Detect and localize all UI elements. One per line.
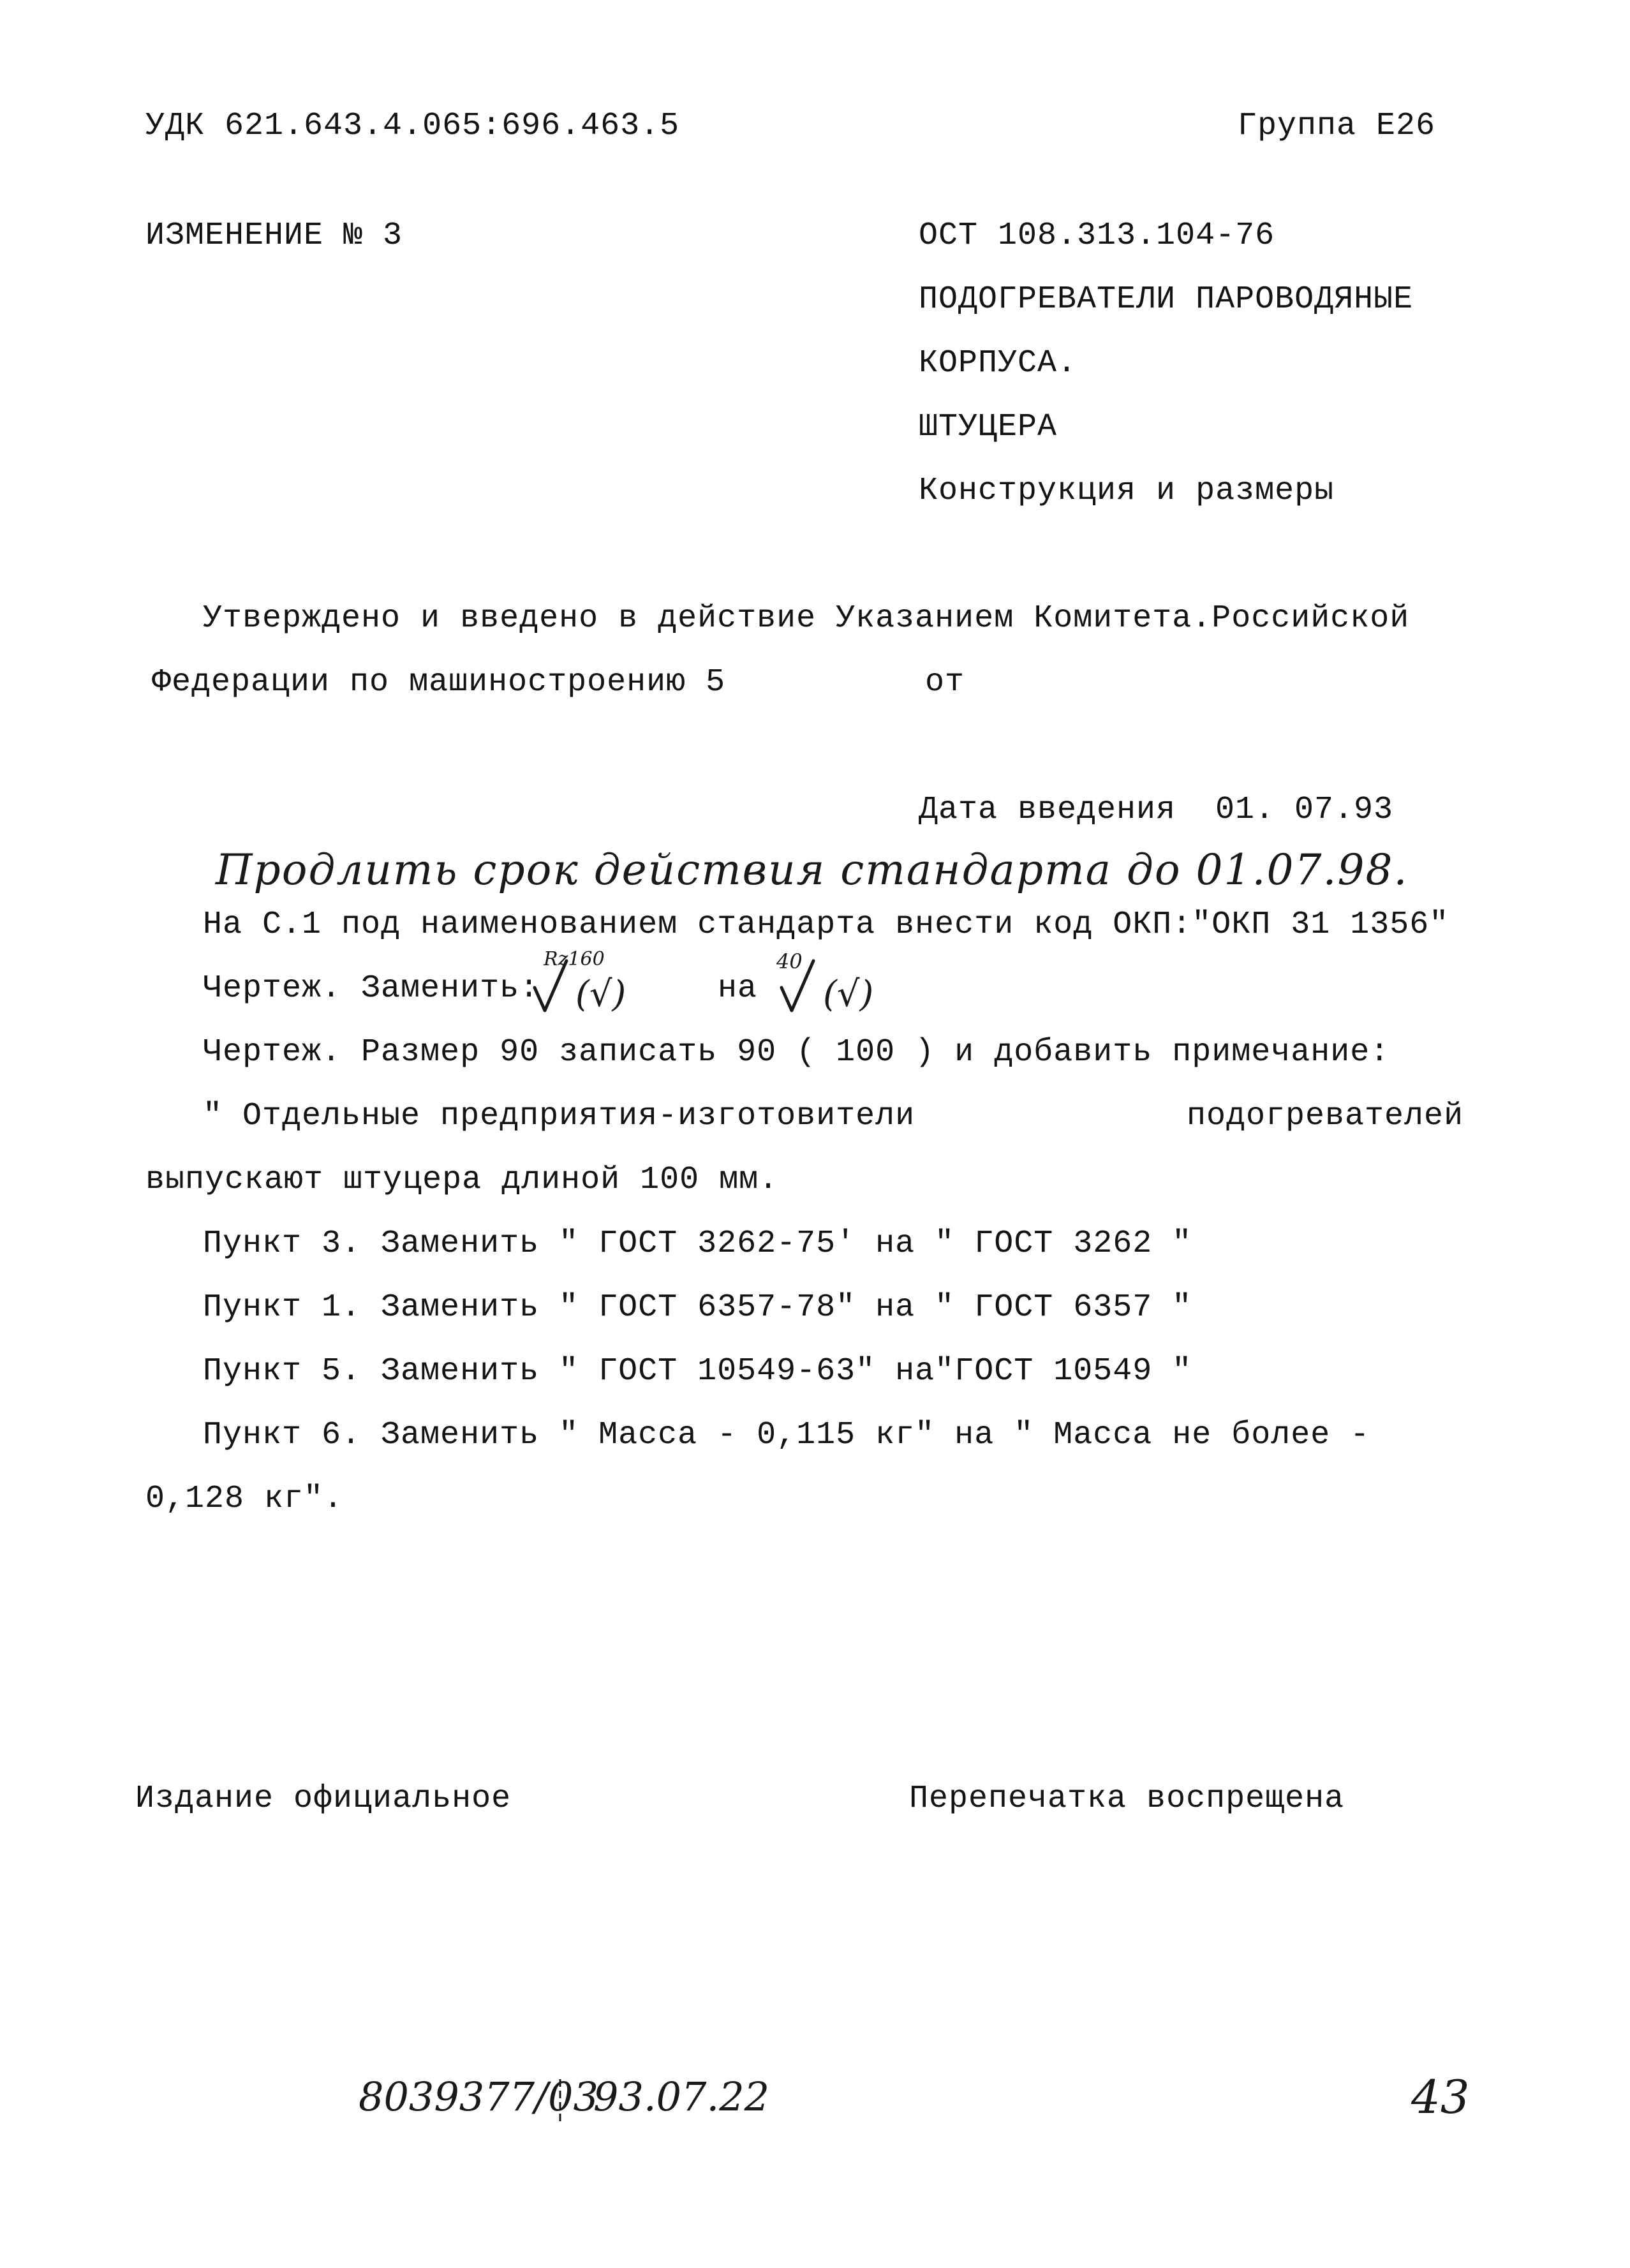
roughness-symbol-from xyxy=(530,949,657,1019)
item-1-line: Пункт 1. Заменить " ГОСТ 6357-78" на " ГОСТ 6357 " xyxy=(203,1289,1192,1326)
handwritten-registration-number: 8039377/03 xyxy=(359,2073,598,2120)
okp-code-line: На С.1 под наименованием стандарта внести код ОКП:"ОКП 31 1356" xyxy=(203,907,1449,943)
standard-title-line-3: ШТУЦЕРА xyxy=(919,409,1058,445)
standard-title-line-1: ПОДОГРЕВАТЕЛИ ПАРОВОДЯНЫЕ xyxy=(919,281,1414,318)
effective-date-value: 01. 07.93 xyxy=(1215,792,1394,828)
roughness-symbol-to xyxy=(775,949,903,1019)
standard-number: ОСТ 108.313.104-76 xyxy=(919,218,1275,254)
standard-title-line-2: КОРПУСА. xyxy=(919,345,1078,382)
note-line-2: выпускают штуцера длиной 100 мм. xyxy=(145,1162,779,1198)
handwritten-date: 93.07.22 xyxy=(593,2073,770,2120)
approval-from: от xyxy=(925,664,965,700)
drawing-replace-text: Чертеж. Заменить: xyxy=(203,970,540,1007)
group-code: Группа Е26 xyxy=(1238,108,1436,144)
item-6-line: Пункт 6. Заменить " Масса - 0,115 кг" на " Масса не более - xyxy=(203,1417,1370,1453)
roughness-paren-from: (√) xyxy=(575,974,626,1015)
item-6-tail: 0,128 кг". xyxy=(145,1481,344,1517)
reprint-prohibited: Перепечатка воспрещена xyxy=(909,1781,1345,1817)
replace-with-text: на xyxy=(718,970,758,1007)
effective-date-label: Дата введения xyxy=(919,792,1176,828)
official-edition: Издание официальное xyxy=(135,1781,512,1817)
item-3-line: Пункт 3. Заменить " ГОСТ 3262-75' на " ГОСТ 3262 " xyxy=(203,1226,1192,1262)
approval-line-1: Утверждено и введено в действие Указанием Комитета.Российской xyxy=(203,600,1410,637)
approval-line-2: Федерации по машиностроению 5 xyxy=(152,664,726,700)
roughness-label-from: Rz160 xyxy=(544,948,605,970)
handwritten-extension-note: Продлить срок действия стандарта до 01.07.98. xyxy=(216,845,1409,894)
divider-mark xyxy=(558,2077,562,2128)
roughness-paren-to: (√) xyxy=(823,974,874,1015)
change-title: ИЗМЕНЕНИЕ № 3 xyxy=(145,218,403,254)
note-line-1: " Отдельные предприятия-изготовители xyxy=(203,1098,915,1134)
size-change-line: Чертеж. Размер 90 записать 90 ( 100 ) и добавить примечание: xyxy=(203,1034,1390,1071)
note-line-1-end: подогревателей xyxy=(1187,1098,1464,1134)
udk-code: УДК 621.643.4.065:696.463.5 xyxy=(145,108,680,144)
item-5-line: Пункт 5. Заменить " ГОСТ 10549-63" на"ГОСТ 10549 " xyxy=(203,1353,1192,1390)
roughness-label-to: 40 xyxy=(776,949,803,974)
page-number: 43 xyxy=(1411,2070,1470,2124)
standard-title-line-4: Конструкция и размеры xyxy=(919,473,1335,509)
